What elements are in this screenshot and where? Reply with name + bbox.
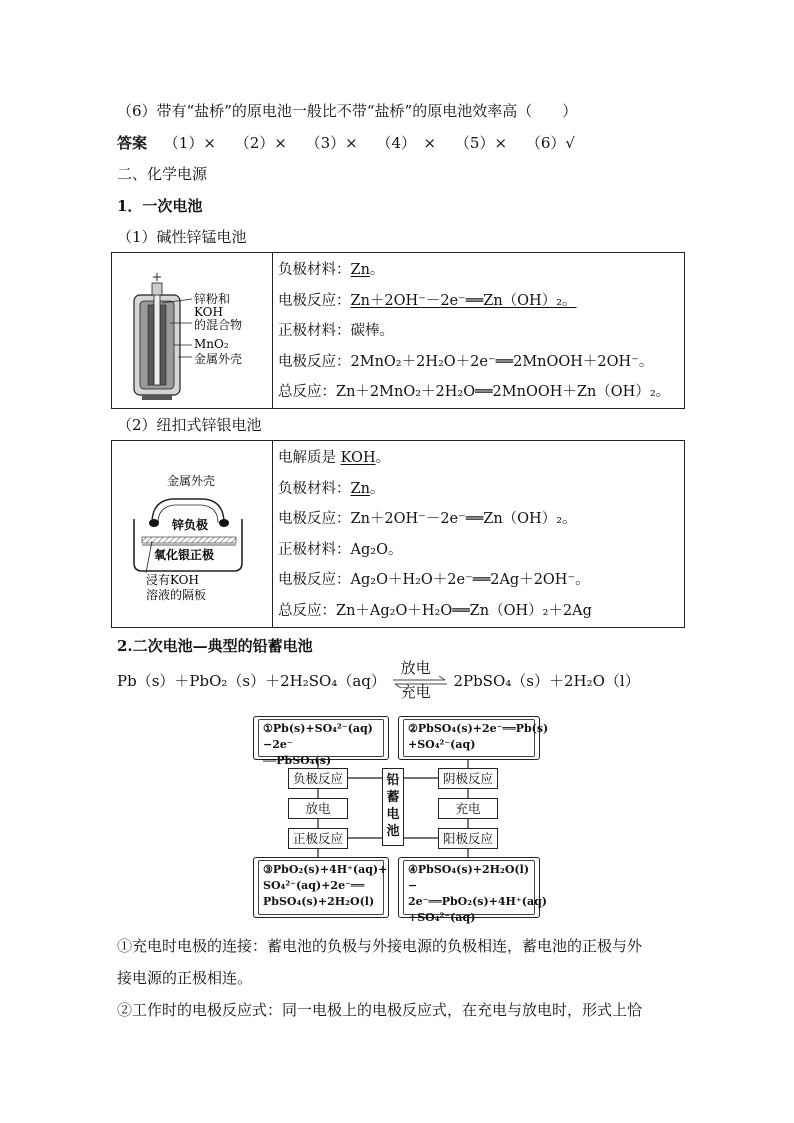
- charge-box: 充电: [438, 798, 498, 819]
- zn-ag-pos-rx: 电极反应：Ag₂O＋H₂O＋2e⁻══2Ag＋2OH⁻。: [278, 572, 590, 588]
- zn-mn-text: 负极材料：Zn。 电极反应：Zn＋2OH⁻－2e⁻══Zn（OH）₂。 正极材料：碳棒。 电极反应：2MnO₂＋2H₂O＋2e⁻══2MnOOH＋2OH⁻。 总反应：Zn＋2MnO₂＋2H₂O══2MnOOH＋Zn（OH）₂。: [278, 255, 670, 408]
- box3-line1: ③PbO₂(s)+4H⁺(aq)+: [263, 863, 388, 876]
- answer-4: （4） ×: [376, 134, 437, 152]
- diagram-box-4: [398, 857, 547, 924]
- box4-line3: +SO₄²⁻(aq): [408, 911, 476, 924]
- subheading-zn-ag: （2）纽扣式锌银电池: [117, 416, 262, 434]
- lead-eq-left: Pb（s）＋PbO₂（s）＋2H₂SO₄（aq）: [117, 672, 386, 690]
- zn-mn-neg-rx-label: 电极反应：: [278, 292, 351, 309]
- zn-ag-label-2: 锌负极: [172, 518, 209, 532]
- reversible-arrow: [391, 659, 449, 701]
- zn-mn-label-3: 的混合物: [194, 318, 243, 332]
- lead-eq-discharge: 放电: [400, 659, 431, 677]
- zn-ag-electrolyte: KOH: [340, 450, 376, 466]
- anode-reaction-box: 阳极反应: [438, 828, 498, 849]
- zn-mn-label-4: MnO₂: [194, 337, 229, 351]
- question-6: （6）带有“盐桥”的原电池一般比不带“盐桥”的原电池效率高（ ）: [117, 102, 578, 120]
- answer-row: [117, 133, 589, 153]
- discharge-box: 放电: [288, 798, 348, 819]
- zn-ag-battery-box: [111, 440, 685, 628]
- zn-mn-battery-box: [111, 252, 685, 409]
- box2-line1: ②PbSO₄(s)+2e⁻══Pb(s): [408, 722, 549, 735]
- box4-line2: 2e⁻══PbO₂(s)+4H⁺(aq): [408, 895, 547, 908]
- zn-ag-neg-rx: 电极反应：Zn＋2OH⁻－2e⁻══Zn（OH）₂。: [278, 511, 577, 527]
- lead-acid-equation: [117, 659, 640, 701]
- diagram-box-2: [398, 716, 549, 760]
- zn-ag-label-5: 溶液的隔板: [146, 588, 207, 602]
- subheading-primary-battery: 1．一次电池: [117, 197, 203, 215]
- zn-mn-total: 总反应：Zn＋2MnO₂＋2H₂O══2MnOOH＋Zn（OH）₂。: [278, 384, 671, 400]
- zn-ag-label-3: 氧化银正极: [154, 548, 215, 562]
- box3-line2: SO₄²⁻(aq)+2e⁻══: [263, 879, 365, 892]
- zn-ag-battery-illustration: [112, 441, 273, 627]
- answer-5: （5）×: [454, 134, 508, 152]
- zn-mn-battery-illustration: [112, 253, 273, 408]
- zn-ag-pos-mat: 正极材料：Ag₂O。: [278, 541, 403, 558]
- center-char-4: 池: [386, 824, 400, 839]
- zn-mn-pos-mat: 正极材料：碳棒。: [278, 323, 394, 339]
- subheading-secondary-battery: 2.二次电池—典型的铅蓄电池: [117, 637, 313, 655]
- diagram-box-3: [253, 857, 389, 918]
- lead-eq-charge: 充电: [400, 683, 431, 701]
- zn-mn-label-5: 金属外壳: [194, 352, 243, 366]
- paragraph-1-line-1: ①充电时电极的连接：蓄电池的负极与外接电源的负极相连，蓄电池的正极与外: [117, 937, 643, 955]
- box2-line2: +SO₄²⁻(aq): [408, 738, 476, 751]
- center-char-2: 蓄: [386, 790, 400, 805]
- answer-label: 答案: [117, 134, 148, 152]
- zn-ag-total: 总反应：Zn＋Ag₂O＋H₂O══Zn（OH）₂＋2Ag: [278, 602, 592, 619]
- zn-ag-text: 电解质是 KOH。 负极材料：Zn。 电极反应：Zn＋2OH⁻－2e⁻══Zn（OH）₂。 正极材料：Ag₂O。 电极反应：Ag₂O＋H₂O＋2e⁻══2Ag＋2OH⁻。 总反应：Zn＋Ag₂O＋H₂O══Zn（OH）₂＋2Ag: [278, 443, 592, 626]
- box1-line1: ①Pb(s)+SO₄²⁻(aq)−2e⁻: [263, 722, 373, 751]
- answer-2: （2）×: [234, 134, 287, 152]
- answer-6: （6）√: [525, 134, 575, 152]
- paragraph-2-line-1: ②工作时的电极反应式：同一电极上的电极反应式，在充电与放电时，形式上恰: [117, 1001, 643, 1019]
- zn-mn-pos-rx: 电极反应：2MnO₂＋2H₂O＋2e⁻══2MnOOH＋2OH⁻。: [278, 353, 654, 370]
- zn-ag-label-1: 金属外壳: [167, 474, 216, 488]
- answer-3: （3）×: [305, 134, 358, 152]
- zn-mn-label-1: 锌粉和: [194, 292, 231, 306]
- box4-line1: ④PbSO₄(s)+2H₂O(l)−: [408, 863, 530, 892]
- negative-reaction-box: 负极反应: [288, 768, 348, 789]
- lead-eq-right: 2PbSO₄（s）＋2H₂O（l）: [453, 672, 640, 690]
- zn-mn-battery-icon: [112, 253, 272, 408]
- paragraph-1-line-2: 接电源的正极相连。: [117, 969, 253, 987]
- answer-1: （1）×: [163, 134, 216, 152]
- zn-mn-label-2: KOH: [194, 305, 223, 319]
- positive-reaction-box: 正极反应: [288, 828, 348, 849]
- zn-mn-neg-rx: Zn＋2OH⁻－2e⁻══Zn（OH）₂。: [350, 292, 577, 309]
- button-cell-icon: [112, 441, 272, 627]
- section-heading-2: 二、化学电源: [117, 165, 208, 183]
- box3-line3: PbSO₄(s)+2H₂O(l): [263, 895, 375, 908]
- zn-ag-electrolyte-label: 电解质是: [278, 450, 336, 466]
- box1-line2: ══PbSO₄(s): [263, 754, 332, 767]
- cathode-reaction-box: 阴极反应: [438, 768, 498, 789]
- lead-acid-battery-center: [382, 768, 404, 846]
- diagram-box-1: [253, 716, 389, 767]
- center-char-1: 铅: [386, 773, 400, 788]
- zn-ag-label-4: 浸有KOH: [146, 573, 199, 587]
- zn-ag-neg-mat: Zn: [350, 480, 370, 497]
- zn-mn-neg-mat-label: 负极材料：: [278, 262, 351, 278]
- subheading-zn-mn: （1）碱性锌锰电池: [117, 228, 247, 246]
- zn-ag-neg-mat-label: 负极材料：: [278, 480, 351, 497]
- center-char-3: 电: [386, 807, 400, 822]
- zn-mn-neg-mat: Zn: [350, 262, 370, 278]
